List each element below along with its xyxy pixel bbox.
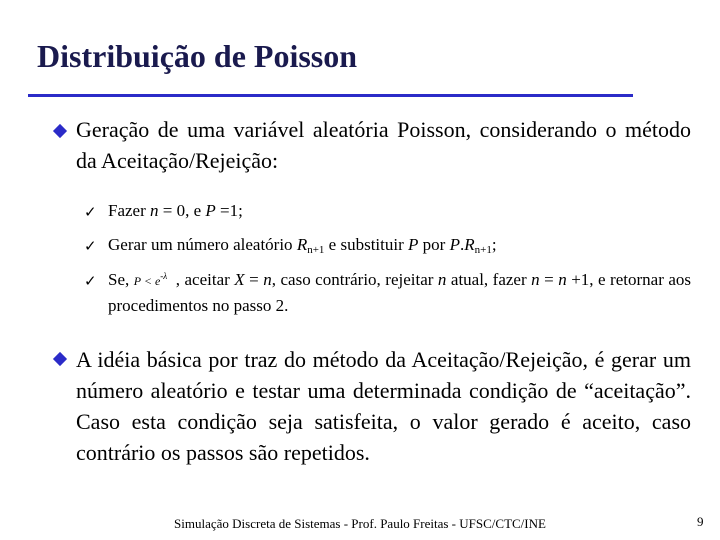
step-1: Fazer n = 0, e P =1; bbox=[108, 201, 243, 220]
page-number: 9 bbox=[697, 514, 704, 529]
conclusion-paragraph: A idéia básica por traz do método da Aceitação/Rejeição, é gerar um número aleatório e testar uma determinada condição de “aceitação”. Caso esta condição seja satisfeita, o valor gerado é aceito, caso contrário os passos são repetidos. bbox=[76, 347, 691, 465]
slide-title: Distribuição de Poisson bbox=[37, 38, 358, 74]
step-3: Se, $P < e^{-\lambda}$ , aceitar X = n, caso contrário, rejeitar n atual, fazer n = n +1, e retornar aos procedimentos no passo 2. bbox=[108, 270, 692, 315]
bullet-diamond-icon bbox=[53, 124, 67, 138]
check-icon: ✓ bbox=[84, 237, 97, 255]
title-underline bbox=[28, 94, 633, 97]
check-icon: ✓ bbox=[84, 203, 97, 221]
step-2: Gerar um número aleatório $R_{n+1}$ e substituir P por $P.R_{n+1}$; bbox=[108, 235, 497, 256]
intro-paragraph: Geração de uma variável aleatória Poisson, considerando o método da Aceitação/Rejeição: bbox=[76, 117, 691, 173]
bullet-diamond-icon bbox=[53, 352, 67, 366]
slide-footer: Simulação Discreta de Sistemas - Prof. Paulo Freitas - UFSC/CTC/INE bbox=[174, 516, 546, 531]
check-icon: ✓ bbox=[84, 272, 97, 290]
formula-image: $P < e^{-\lambda}$ bbox=[133, 271, 168, 288]
